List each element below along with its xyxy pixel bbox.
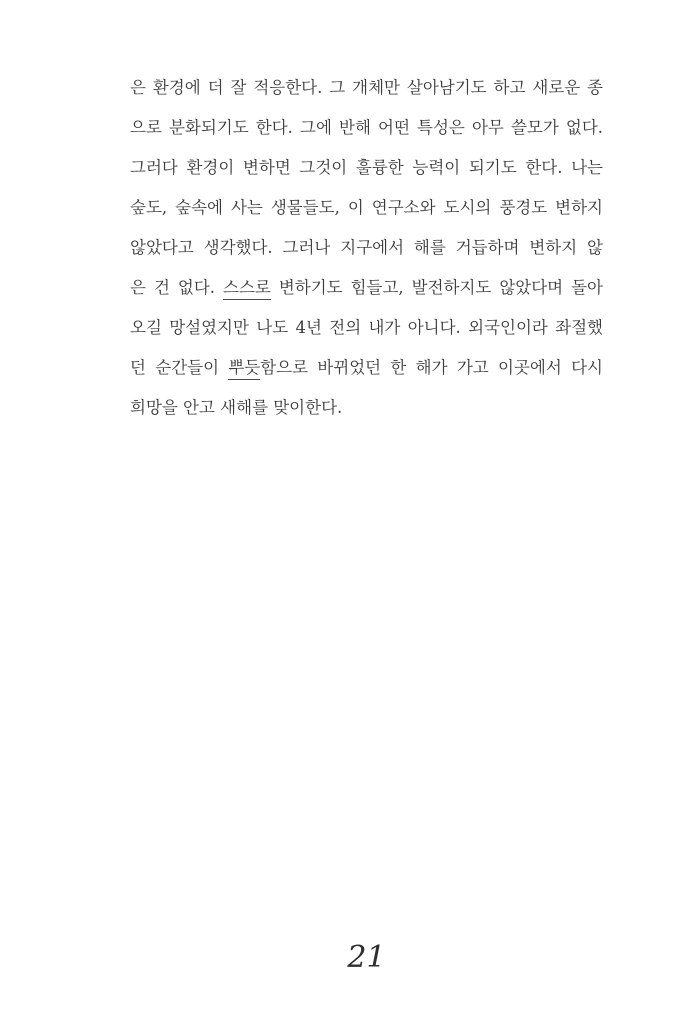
text-segment: 그러다 환경이 변하면 그것이 훌륭한 능력이 되기도 한다. 나는 bbox=[130, 158, 603, 177]
page-number: 21 bbox=[347, 940, 386, 975]
text-segment: 않았다고 생각했다. 그러나 지구에서 해를 거듭하며 변하지 않 bbox=[130, 238, 603, 257]
text-line bbox=[130, 108, 603, 148]
text-segment: 변하기도 힘들고, 발전하지도 않았다며 돌아 bbox=[270, 278, 603, 297]
text-segment: 오길 망설였지만 나도 4년 전의 내가 아니다. 외국인이라 좌절했 bbox=[130, 318, 603, 337]
text-line bbox=[130, 308, 603, 348]
text-segment: 던 순간들이 bbox=[130, 358, 229, 377]
text-line bbox=[130, 348, 603, 388]
text-line bbox=[130, 268, 603, 308]
text-line bbox=[130, 188, 603, 228]
text-line bbox=[130, 148, 603, 188]
text-segment: 희망을 안고 새해를 맞이한다. bbox=[130, 398, 343, 417]
text-segment: 으로 분화되기도 한다. 그에 반해 어떤 특성은 아무 쓸모가 없다. bbox=[130, 118, 603, 137]
text-segment: 은 환경에 더 잘 적응한다. 그 개체만 살아남기도 하고 새로운 종 bbox=[130, 78, 603, 97]
text-segment: 함으로 바뀌었던 한 해가 가고 이곳에서 다시 bbox=[260, 358, 604, 377]
text-line bbox=[130, 68, 603, 108]
text-line bbox=[130, 228, 603, 268]
body-text bbox=[130, 68, 603, 428]
text-line bbox=[130, 388, 603, 428]
text-segment: 숲도, 숲속에 사는 생물들도, 이 연구소와 도시의 풍경도 변하지 bbox=[130, 198, 603, 217]
underlined-word: 스스로 bbox=[223, 278, 271, 300]
text-segment: 은 건 없다. bbox=[130, 278, 224, 297]
underlined-word: 뿌듯 bbox=[228, 358, 260, 380]
